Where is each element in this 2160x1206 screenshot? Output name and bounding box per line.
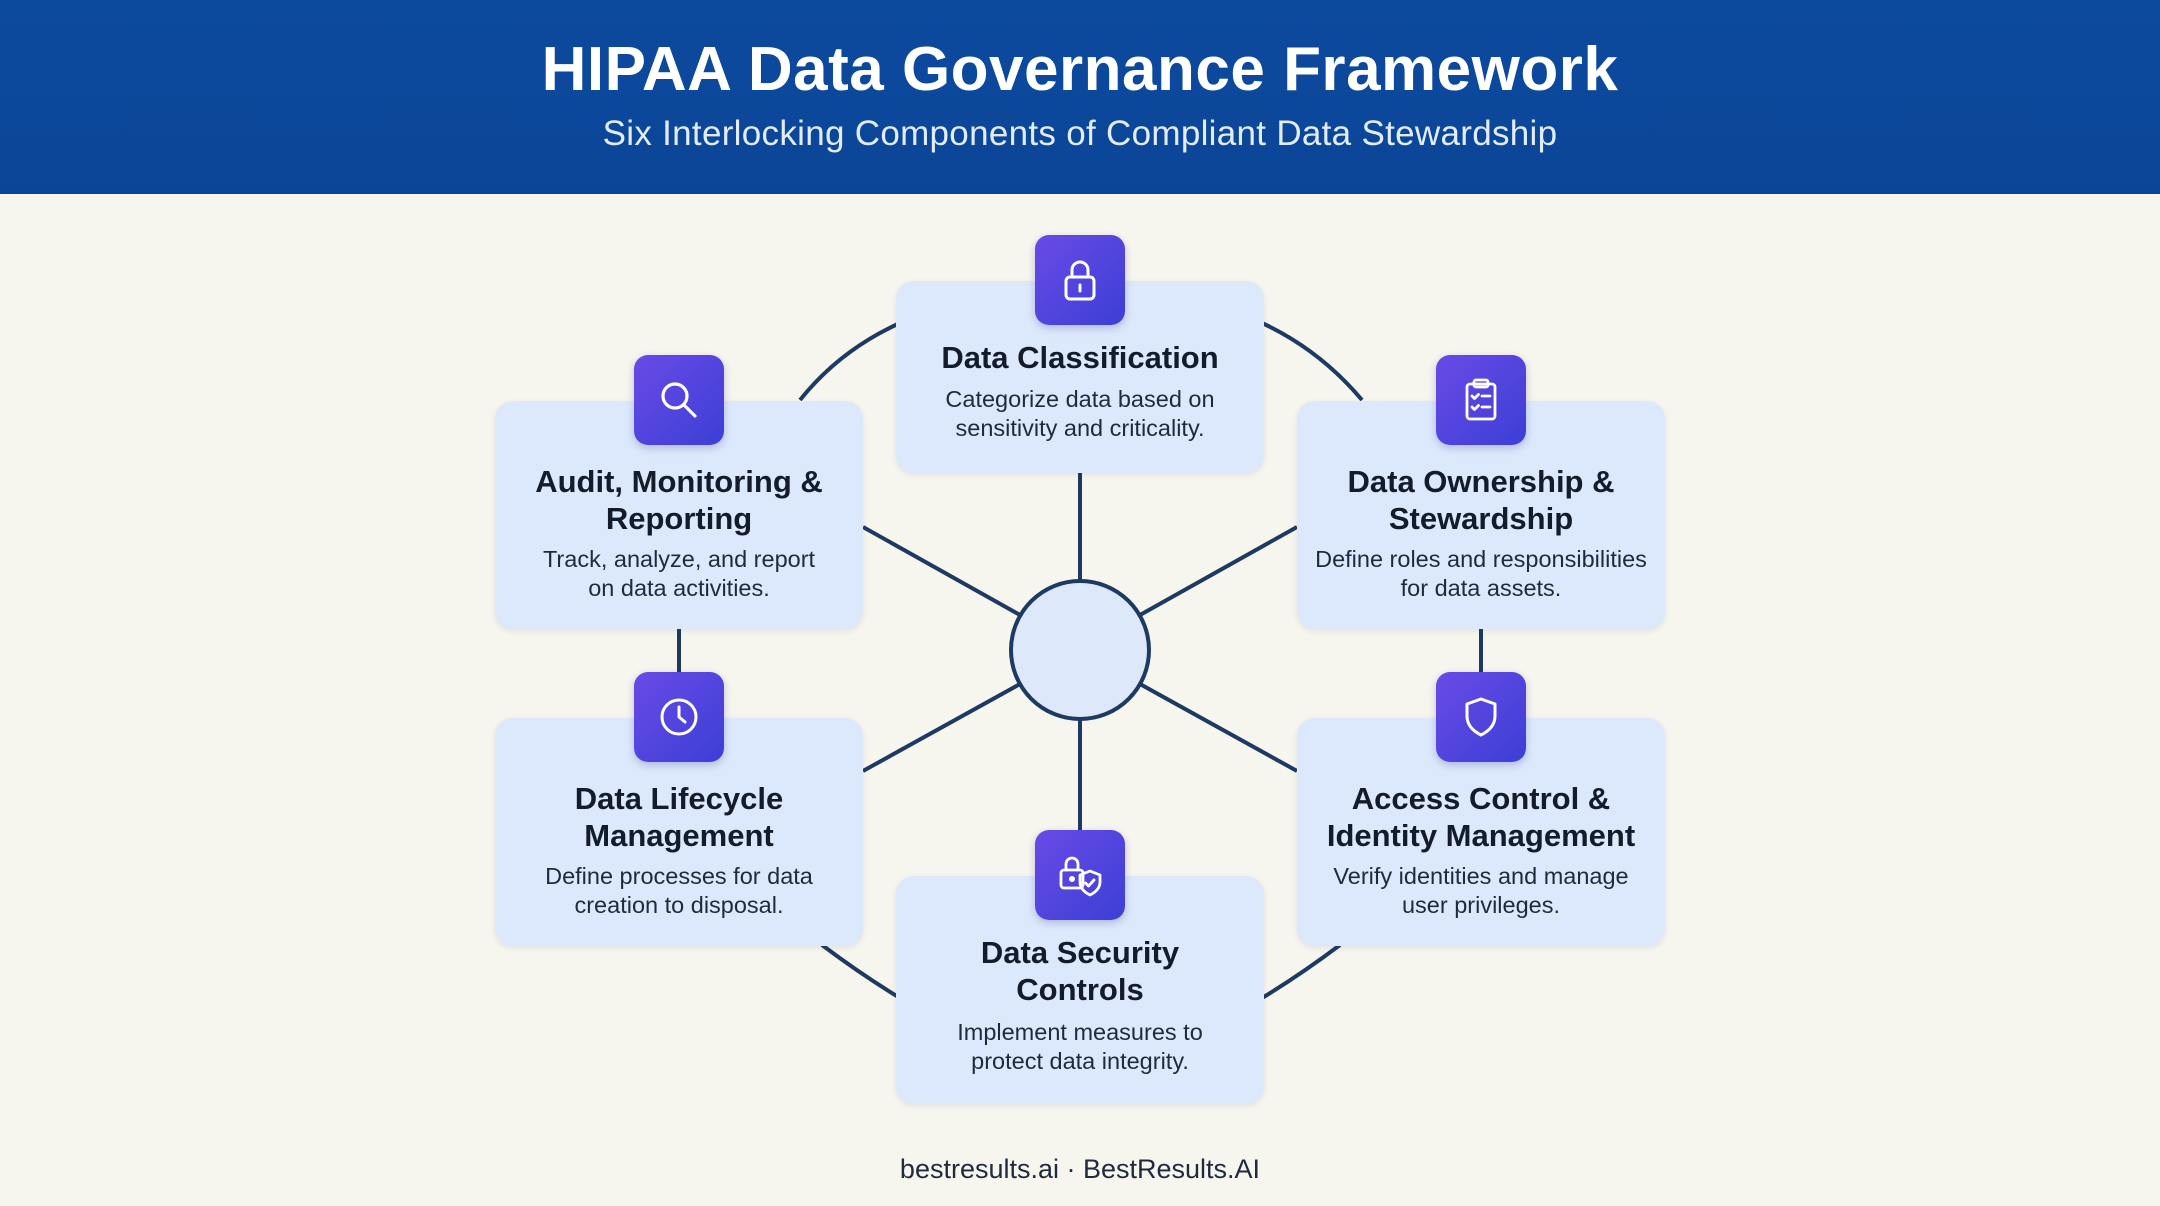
spoke-upper-right bbox=[1140, 527, 1297, 615]
card-title: Data Ownership & Stewardship bbox=[1347, 464, 1615, 536]
card-description: Define roles and responsibilities for data assets. bbox=[1315, 546, 1647, 601]
shield-icon bbox=[1436, 672, 1526, 762]
card-title: Audit, Monitoring & Reporting bbox=[535, 464, 823, 536]
center-hub bbox=[1011, 581, 1149, 719]
search-icon bbox=[634, 355, 724, 445]
spoke-upper-left bbox=[863, 527, 1020, 615]
spoke-lower-right bbox=[1140, 684, 1297, 771]
card-title: Access Control & Identity Management bbox=[1326, 781, 1636, 853]
card-description: Implement measures to protect data integrity. bbox=[957, 1019, 1203, 1074]
ring-arc-top-right bbox=[1262, 323, 1362, 400]
card-description: Categorize data based on sensitivity and criticality. bbox=[945, 386, 1215, 441]
page-title: HIPAA Data Governance Framework bbox=[541, 35, 1619, 104]
card-title: Data Lifecycle Management bbox=[574, 781, 784, 853]
clock-icon bbox=[634, 672, 724, 762]
ring-arc-bottom-left bbox=[822, 945, 900, 998]
spoke-lower-left bbox=[863, 684, 1020, 771]
card-title: Data Classification bbox=[941, 340, 1219, 375]
card-description: Verify identities and manage user privileges. bbox=[1333, 863, 1629, 918]
page-subtitle: Six Interlocking Components of Compliant Data Stewardship bbox=[602, 114, 1558, 153]
card-description: Track, analyze, and report on data activities. bbox=[542, 546, 816, 601]
footer-attribution: bestresults.ai · BestResults.AI bbox=[899, 1154, 1261, 1184]
card-description: Define processes for data creation to disposal. bbox=[545, 863, 813, 918]
lock-shield-icon bbox=[1035, 830, 1125, 920]
ring-arc-bottom-right bbox=[1262, 945, 1340, 998]
lock-icon bbox=[1035, 235, 1125, 325]
ring-arc-top-left bbox=[800, 323, 900, 400]
card-title: Data Security Controls bbox=[980, 935, 1180, 1007]
clipboard-checklist-icon bbox=[1436, 355, 1526, 445]
